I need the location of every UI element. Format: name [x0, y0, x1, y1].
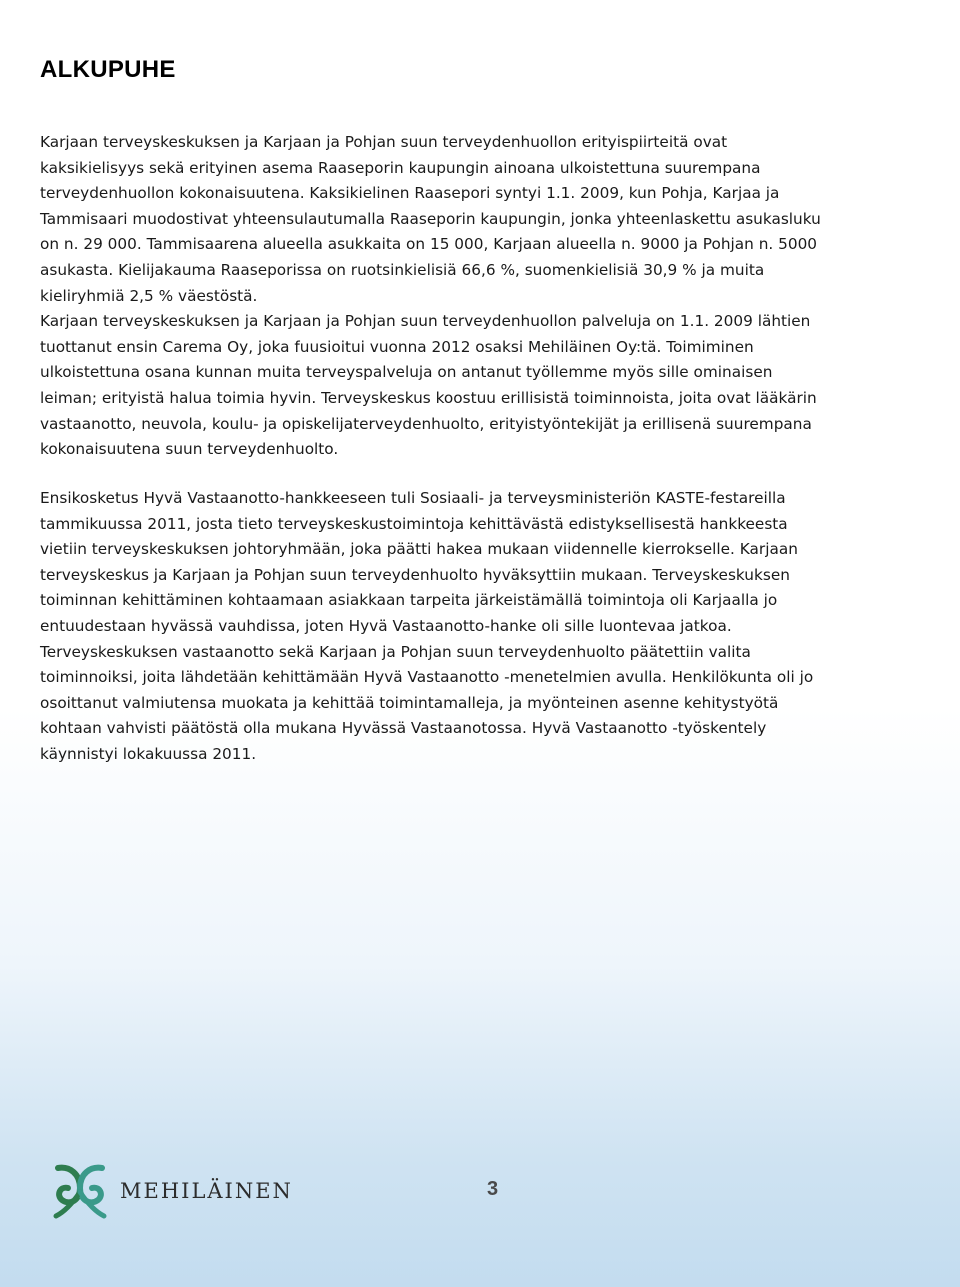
- mehilainen-logo-icon: [50, 1160, 110, 1222]
- mehilainen-logo: [50, 1160, 293, 1222]
- logo-wordmark: MEHILÄINEN: [120, 1179, 293, 1203]
- page-number: 3: [487, 1178, 499, 1200]
- page-title: ALKUPUHE: [40, 56, 176, 83]
- intro-paragraph: Karjaan terveyskeskuksen ja Karjaan ja Pohjan suun terveydenhuollon erityispiirteitä ovat kaksikielisyys sekä erityinen asema Raaseporin kaupungin ainoana ulkoistettuna suurempana terveydenhuollon kokonaisuutena. Kaksikielinen Raasepori syntyi 1.1. 2009, kun Pohja, Karjaa ja Tammisaari muodostivat yhteensulautumalla Raaseporin kaupungin, jonka yhteenlaskettu asukasluku on n. 29 000. Tammisaarena alueella asukkaita on 15 000, Karjaan alueella n. 9000 ja Pohjan n. 5000 asukasta. Kielijakauma Raaseporissa on ruotsinkielisiä 66,6 %, suomenkielisiä 30,9 % ja muita kieliryhmiä 2,5 % väestöstä. Karjaan terveyskeskuksen ja Karjaan ja Pohjan suun terveydenhuollon palveluja on 1.1. 2009 lähtien tuottanut ensin Carema Oy, joka fuusioitui vuonna 2012 osaksi Mehiläinen Oy:tä. Toimiminen ulkoistettuna osana kunnan muita terveyspalveluja on antanut työllemme myös sille ominaisen leiman; erityistä halua toimia hyvin. Terveyskeskus koostuu erillisistä toiminnoista, joita ovat lääkärin vastaanotto, neuvola, koulu- ja opiskelijaterveydenhuolto, erityistyöntekijät ja erillisenä suurempana kokonaisuutena suun terveydenhuolto.: [40, 133, 821, 459]
- project-paragraph: Ensikosketus Hyvä Vastaanotto-hankkeeseen tuli Sosiaali- ja terveysministeriön KASTE-festareilla tammikuussa 2011, josta tieto terveyskeskustoimintoja kehittävästä edistyksellisestä hankkeesta vietiin terveyskeskuksen johtoryhmään, joka päätti hakea mukaan viidennelle kierrokselle. Karjaan terveyskeskus ja Karjaan ja Pohjan suun terveydenhuolto hyväksyttiin mukaan. Terveyskeskuksen toiminnan kehittäminen kohtaamaan asiakkaan tarpeita järkeistämällä toimintoja oli Karjaalla jo entuudestaan hyvässä vauhdissa, joten Hyvä Vastaanotto-hanke oli sille luontevaa jatkoa. Terveyskeskuksen vastaanotto sekä Karjaan ja Pohjan suun terveydenhuolto päätettiin valita toiminnoiksi, joita lähdetään kehittämään Hyvä Vastaanotto -menetelmien avulla. Henkilökunta oli jo osoittanut valmiutensa muokata ja kehittää toimintamalleja, ja myönteinen asenne kehitystyötä kohtaan vahvisti päätöstä olla mukana Hyvässä Vastaanotossa. Hyvä Vastaanotto -työskentely käynnistyi lokakuussa 2011.: [40, 489, 814, 763]
